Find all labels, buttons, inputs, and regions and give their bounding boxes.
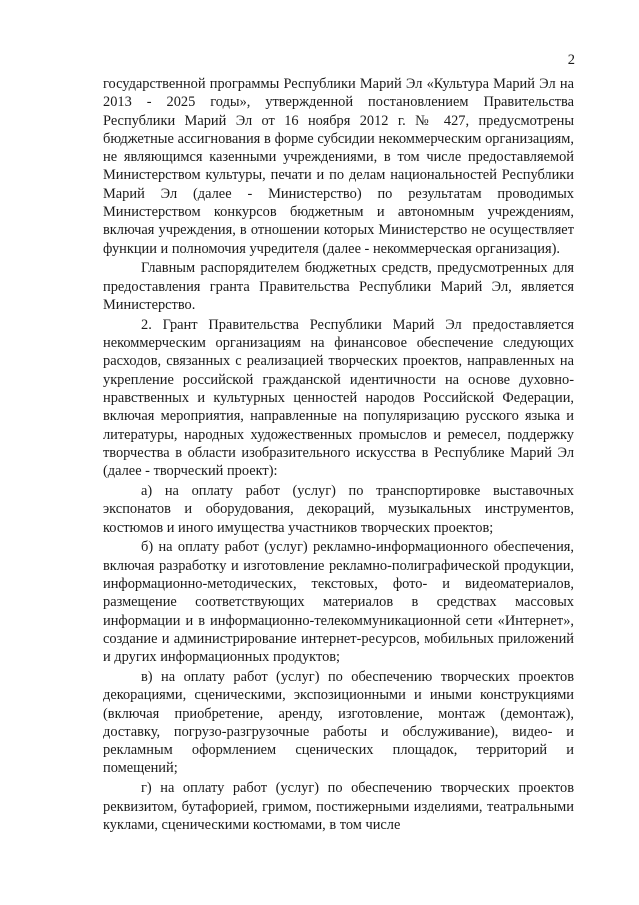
document-body bbox=[103, 75, 574, 834]
paragraph-program-intro: государственной программы Республики Марий Эл «Культура Марий Эл на 2013 - 2025 годы», утвержденной постановлением Правительства Республики Марий Эл от 16 ноября 2012 г. № 427, предусмотрены бюджетные ассигнования в форме субсидии некоммерческим организациям, не являющимся казенными учреждениями, в том числе предоставляемой Министерством культуры, печати и по делам национальностей Республики Марий Эл (далее - Министерство) по результатам проводимых Министерством конкурсов бюджетным и автономным учреждениям, включая учреждения, в отношении которых Министерство не осуществляет функции и полномочия учредителя (далее - некоммерческая организация). bbox=[103, 76, 574, 257]
paragraph-grant-purpose: 2. Грант Правительства Республики Марий Эл предоставляется некоммерческим организациям на финансовое обеспечение следующих расходов, связанных с реализацией творческих проектов, направленных на укрепление российской гражданской идентичности на основе духовно-нравственных и культурных ценностей народов Российской Федерации, включая мероприятия, направленные на популяризацию русского языка и литературы, народных художественных промыслов и ремесел, поддержку творчества в области изобразительного искусства в Республике Марий Эл (далее - творческий проект): bbox=[103, 316, 574, 480]
page-number: 2 bbox=[567, 52, 575, 68]
paragraph-item-a: а) на оплату работ (услуг) по транспортировке выставочных экспонатов и оборудования, декораций, музыкальных инструментов, костюмов и иного имущества участников творческих проектов; bbox=[103, 483, 574, 536]
paragraph-item-v: в) на оплату работ (услуг) по обеспечению творческих проектов декорациями, сценическими, экспозиционными и иными конструкциями (включая приобретение, аренду, изготовление, монтаж (демонтаж), доставку, погрузо-разгрузочные работы и обслуживание), видео- и рекламным оформлением сценических площадок, территорий и помещений; bbox=[103, 669, 574, 777]
paragraph-item-b: б) на оплату работ (услуг) рекламно-информационного обеспечения, включая разработку и изготовление рекламно-полиграфической продукции, информационно-методических, текстовых, фото- и видеоматериалов, размещение соответствующих материалов в средствах массовых информации и в информационно-телекоммуникационной сети «Интернет», создание и администрирование интернет-ресурсов, мобильных приложений и других информационных продуктов; bbox=[103, 539, 574, 666]
paragraph-chief-administrator: Главным распорядителем бюджетных средств, предусмотренных для предоставления гранта Правительства Республики Марий Эл, является Министерство. bbox=[103, 260, 574, 314]
paragraph-item-g: г) на оплату работ (услуг) по обеспечению творческих проектов реквизитом, бутафорией, гримом, постижерными изделиями, театральными куклами, сценическими костюмами, в том числе bbox=[103, 780, 574, 833]
